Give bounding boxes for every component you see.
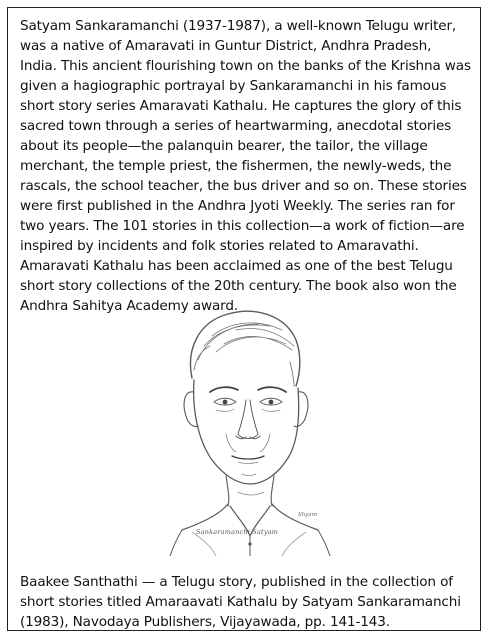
left-eyebrow	[210, 387, 238, 392]
artist-mark: Shyam	[298, 512, 317, 518]
biography-paragraph: Satyam Sankaramanchi (1937-1987), a well-known Telugu writer, was a native of Amaravati in Guntur District, Andhra Pradesh, India. This ancient flourishing town on the banks of the Krishna was given a hagiographic portrayal by Sankaramanchi in his famous short story series Amaravati Kathalu. He captures the glory of this sacred town through a series of heartwarming, anecdotal stories about its people—the palanquin bearer, the tailor, the village merchant, the temple priest, the fishermen, the newly-weds, the rascals, the school teacher, the bus driver and so on. These stories were first published in the Andhra Jyoti Weekly. The series ran for two years. The 101 stories in this collection—a work of fiction—are inspired by incidents and folk stories related to Amaravathi. Amaravati Kathalu has been acclaimed as one of the best Telugu short story collections of the 20th century. The book also won the Andhra Sahitya Academy award.	[20, 18, 471, 314]
citation-paragraph: Baakee Santhathi — a Telugu story, published in the collection of short stories titled Amaraavati Kathalu by Satyam Sankaramanchi (1983), Navodaya Publishers, Vijayawada, pp. 141-143.	[20, 574, 461, 630]
right-ear	[294, 392, 308, 427]
hair-shading	[198, 323, 294, 360]
face-outline	[194, 380, 299, 484]
neck	[226, 476, 274, 506]
content-card	[7, 7, 481, 631]
right-eyebrow	[258, 387, 286, 392]
mouth	[232, 456, 264, 459]
hair-outline	[191, 311, 300, 386]
portrait-signature: Sankaramanchi Satyam	[196, 528, 279, 536]
nose	[238, 400, 258, 439]
